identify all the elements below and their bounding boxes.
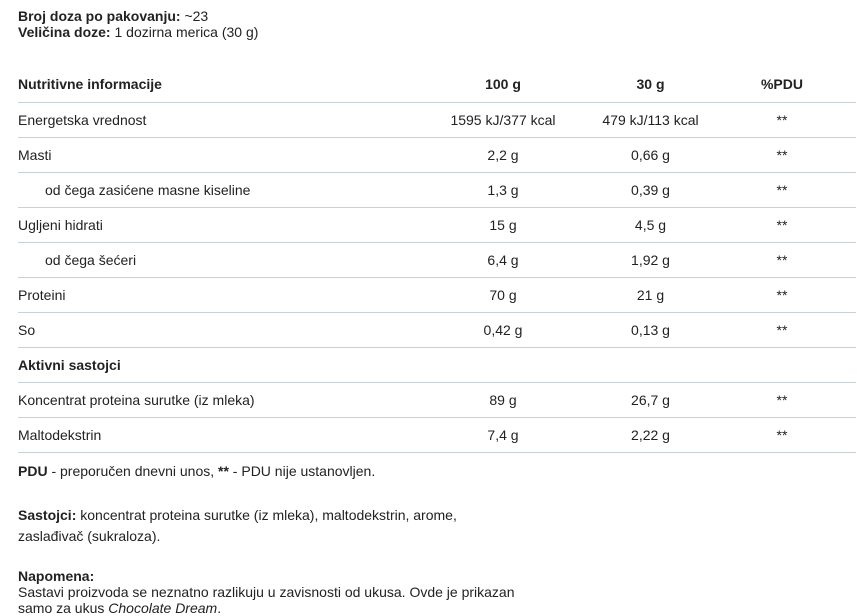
- serving-size-value: 1 dozirna merica (30 g): [110, 24, 259, 40]
- row-name: Proteini: [18, 278, 413, 313]
- header-30g: 30 g: [636, 76, 665, 92]
- row-per100: 0,42 g: [413, 313, 593, 348]
- note-end: .: [217, 600, 222, 616]
- row-pdu: **: [708, 278, 856, 313]
- row-per100: 15 g: [413, 208, 593, 243]
- table-row: [18, 173, 856, 208]
- row-pdu: **: [708, 383, 856, 418]
- ingredients-text: koncentrat proteina surutke (iz mleka), maltodekstrin, arome, zaslađivač (sukraloza).: [18, 507, 457, 544]
- row-per30: 0,66 g: [593, 138, 708, 173]
- serving-size-label: Veličina doze:: [18, 24, 111, 40]
- row-pdu: **: [708, 418, 856, 453]
- header-100g: 100 g: [485, 76, 521, 92]
- table-row: [18, 103, 856, 138]
- row-per100: 1,3 g: [413, 173, 593, 208]
- row-per100: 1595 kJ/377 kcal: [413, 103, 593, 138]
- row-per100: 7,4 g: [413, 418, 593, 453]
- row-pdu: **: [708, 313, 856, 348]
- doses-label: Broj doza po pakovanju:: [18, 8, 181, 24]
- table-header-row: [18, 66, 856, 103]
- active-section-row: [18, 348, 856, 383]
- row-pdu: **: [708, 138, 856, 173]
- note-flavor: Chocolate Dream: [108, 600, 218, 616]
- row-per100: 70 g: [413, 278, 593, 313]
- row-pdu: **: [708, 208, 856, 243]
- active-section-title: Aktivni sastojci: [18, 348, 856, 383]
- row-per100: 6,4 g: [413, 243, 593, 278]
- row-pdu: **: [708, 103, 856, 138]
- table-row: [18, 138, 856, 173]
- header-name: Nutritivne informacije: [18, 76, 162, 92]
- row-name: Energetska vrednost: [18, 103, 413, 138]
- row-per30: 0,39 g: [593, 173, 708, 208]
- row-name: Ugljeni hidrati: [18, 208, 413, 243]
- nutrition-panel: [18, 8, 856, 616]
- nutrition-table: [18, 66, 856, 453]
- pdu-abbr: PDU: [18, 463, 48, 479]
- doses-line: [18, 8, 856, 24]
- row-per30: 21 g: [593, 278, 708, 313]
- row-name: Koncentrat proteina surutke (iz mleka): [18, 383, 413, 418]
- pdu-desc: - preporučen dnevni unos,: [47, 463, 219, 479]
- ingredients: [18, 505, 518, 547]
- note-text: Sastavi proizvoda se neznatno razlikuju u zavisnosti od ukusa. Ovde je prikazan samo za ukus: [18, 584, 515, 616]
- row-per30: 2,22 g: [593, 418, 708, 453]
- pdu-stars: **: [218, 463, 229, 479]
- row-name: od čega šećeri: [18, 243, 413, 278]
- doses-value: ~23: [180, 8, 209, 24]
- table-row: [18, 383, 856, 418]
- ingredients-label: Sastojci:: [18, 507, 77, 523]
- table-row: [18, 208, 856, 243]
- row-per30: 1,92 g: [593, 243, 708, 278]
- table-row: [18, 418, 856, 453]
- pdu-legend: [18, 461, 856, 482]
- row-per30: 26,7 g: [593, 383, 708, 418]
- row-per30: 4,5 g: [593, 208, 708, 243]
- header-pdu: %PDU: [760, 76, 803, 92]
- row-per100: 2,2 g: [413, 138, 593, 173]
- table-row: [18, 278, 856, 313]
- row-pdu: **: [708, 173, 856, 208]
- row-per100: 89 g: [413, 383, 593, 418]
- note-label: Napomena:: [18, 568, 95, 584]
- table-row: [18, 243, 856, 278]
- pdu-stars-desc: - PDU nije ustanovljen.: [228, 463, 376, 479]
- row-pdu: **: [708, 243, 856, 278]
- row-name: Masti: [18, 138, 413, 173]
- table-row: [18, 313, 856, 348]
- serving-size-line: [18, 24, 856, 40]
- serving-info: [18, 8, 856, 40]
- row-name: Maltodekstrin: [18, 418, 413, 453]
- row-per30: 479 kJ/113 kcal: [593, 103, 708, 138]
- note: [18, 568, 518, 616]
- row-name: od čega zasićene masne kiseline: [18, 173, 413, 208]
- row-name: So: [18, 313, 413, 348]
- row-per30: 0,13 g: [593, 313, 708, 348]
